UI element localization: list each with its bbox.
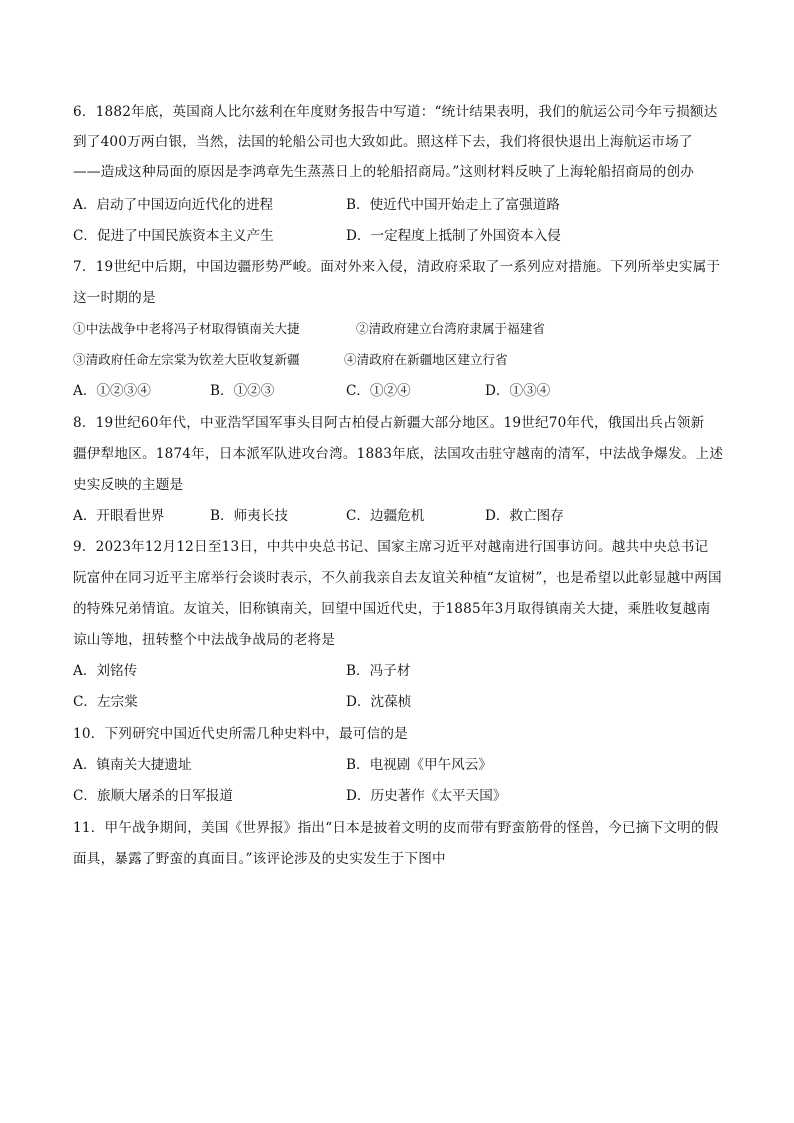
question-7-option-a: A．①②③④ — [73, 383, 151, 399]
question-11-line-1: 11．甲午战争期间，美国《世界报》指出“日本是披着文明的皮而带有野蛮筋骨的怪兽，今已摘下文明的假 — [73, 820, 719, 836]
question-7-item-1: ①中法战争中老将冯子材取得镇南关大捷 — [73, 321, 300, 336]
question-7-line-2: 这一时期的是 — [73, 290, 156, 306]
question-6-option-a: A．启动了中国迈向近代化的进程 — [73, 197, 274, 213]
question-8-option-a: A．开眼看世界 — [73, 508, 165, 524]
question-9-line-4: 谅山等地，扭转整个中法战争战局的老将是 — [73, 632, 336, 648]
question-7-option-c: C．①②④ — [346, 383, 411, 399]
question-10-line-1: 10．下列研究中国近代史所需几种史料中，最可信的是 — [73, 726, 408, 742]
question-7-item-4: ④清政府在新疆地区建立行省 — [344, 352, 508, 367]
question-9-line-2: 阮富仲在同习近平主席举行会谈时表示，不久前我亲自去友谊关种植“友谊树”，也是希望以此彰显越中两国 — [73, 570, 722, 586]
question-8-line-1: 8．19世纪60年代，中亚浩罕国军事头目阿古柏侵占新疆大部分地区。19世纪70年代，俄国出兵占领新 — [73, 415, 705, 431]
question-8-option-c: C．边疆危机 — [346, 508, 425, 524]
question-7-item-2: ②清政府建立台湾府隶属于福建省 — [356, 321, 545, 336]
question-9-line-3: 的特殊兄弟情谊。友谊关，旧称镇南关，回望中国近代史，于1885年3月取得镇南关大捷，乘胜收复越南 — [73, 601, 711, 617]
question-6-line-3: ——造成这种局面的原因是李鸿章先生蒸蒸日上的轮船招商局。”这则材料反映了上海轮船招商局的创办 — [73, 164, 695, 180]
question-9-option-d: D．沈葆桢 — [346, 694, 412, 710]
question-10-option-c: C．旅顺大屠杀的日军报道 — [73, 788, 233, 804]
question-8-line-3: 史实反映的主题是 — [73, 477, 184, 493]
question-10-option-b: B．电视剧《甲午风云》 — [346, 757, 492, 773]
question-8-line-2: 疆伊犁地区。1874年，日本派军队进攻台湾。1883年底，法国攻击驻守越南的清军，中法战争爆发。上述 — [73, 446, 724, 462]
question-7-item-3: ③清政府任命左宗棠为钦差大臣收复新疆 — [73, 352, 300, 367]
question-9-option-c: C．左宗棠 — [73, 694, 138, 710]
question-8-option-d: D．救亡图存 — [485, 508, 564, 524]
question-6-option-d: D．一定程度上抵制了外国资本入侵 — [346, 228, 561, 244]
question-6-line-1: 6．1882年底，英国商人比尔兹利在年度财务报告中写道：“统计结果表明，我们的航运公司今年亏损额达 — [73, 104, 718, 120]
question-7-option-d: D．①③④ — [485, 383, 551, 399]
question-11-line-2: 面具，暴露了野蛮的真面目。”该评论涉及的史实发生于下图中 — [73, 851, 446, 867]
question-6-option-b: B．使近代中国开始走上了富强道路 — [346, 197, 560, 213]
question-7-line-1: 7．19世纪中后期，中国边疆形势严峻。面对外来入侵，清政府采取了一系列应对措施。下列所举史实属于 — [73, 259, 721, 275]
question-6-option-c: C．促进了中国民族资本主义产生 — [73, 228, 274, 244]
question-6-line-2: 到了400万两白银，当然，法国的轮船公司也大致如此。照这样下去，我们将很快退出上海航运市场了 — [73, 134, 693, 150]
question-10-option-a: A．镇南关大捷遗址 — [73, 757, 192, 773]
question-9-option-b: B．冯子材 — [346, 663, 411, 679]
question-9-line-1: 9．2023年12月12日至13日，中共中央总书记、国家主席习近平对越南进行国事访问。越共中央总书记 — [73, 539, 709, 555]
question-7-option-b: B．①②③ — [210, 383, 275, 399]
question-10-option-d: D．历史著作《太平天国》 — [346, 788, 507, 804]
question-8-option-b: B．师夷长技 — [210, 508, 288, 524]
question-9-option-a: A．刘铭传 — [73, 663, 138, 679]
